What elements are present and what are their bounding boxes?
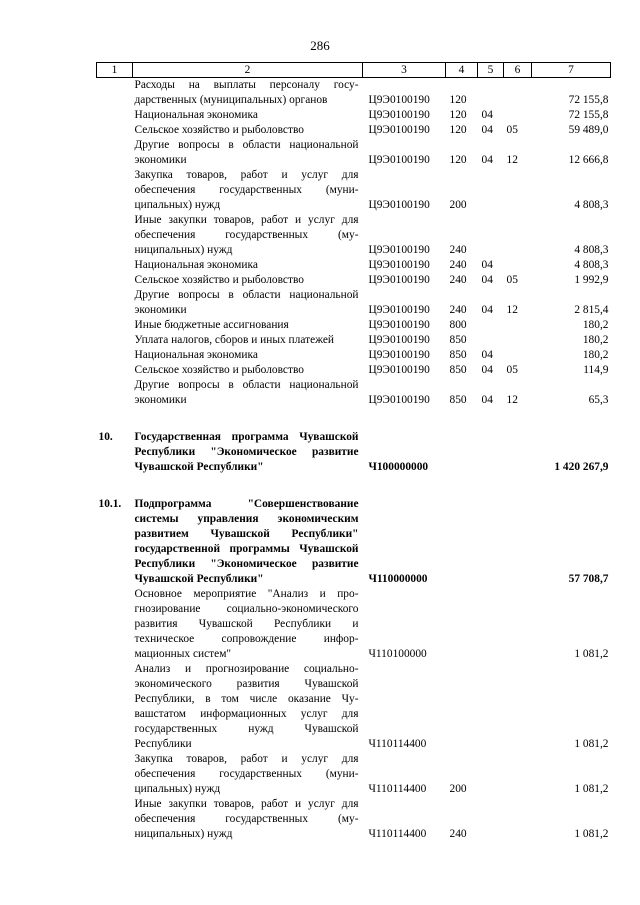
row-number: [97, 378, 133, 408]
target-code: Ц9Э0100190: [368, 274, 430, 286]
target-code: Ц9Э0100190: [368, 394, 430, 406]
section: [478, 587, 504, 662]
row-name: Национальная экономика: [134, 349, 258, 361]
row-name: Закупка товаров, работ и услуг для обеспечения государственных (муниципальных) нужд: [134, 753, 359, 795]
target-code: Ц9Э0100190: [368, 154, 430, 166]
row-number: [97, 78, 133, 109]
target-code: Ч110000000: [368, 573, 428, 585]
row-name: Анализ и прогнозирование социально-экономического развития Чувашской Республики, в том числе оказание Чувашстатом информационных услуг для государственных нужд Чувашской Республики: [134, 663, 359, 750]
row-number: [97, 318, 133, 333]
amount: 180,2: [582, 334, 609, 346]
amount: 72 155,8: [568, 94, 609, 106]
amount: 1 992,9: [574, 274, 609, 286]
subsection: [504, 752, 532, 797]
expense-type: [446, 497, 478, 587]
table-row: [97, 318, 611, 333]
row-number: [97, 168, 133, 213]
table-row: [97, 78, 611, 109]
section: 04: [481, 364, 493, 376]
subsection: 05: [506, 274, 518, 286]
row-name: Иные закупки товаров, работ и услуг для обеспечения государственных (муниципальных) нужд: [134, 214, 359, 256]
column-header: 2: [133, 63, 363, 78]
row-number: [97, 363, 133, 378]
subsection: 12: [506, 154, 518, 166]
row-name: Сельское хозяйство и рыболовство: [134, 364, 304, 376]
table-row: [97, 363, 611, 378]
row-name: Сельское хозяйство и рыболовство: [134, 274, 304, 286]
table-row: [97, 273, 611, 288]
subsection: [504, 662, 532, 752]
expense-type: 850: [449, 349, 467, 361]
expense-type: [446, 662, 478, 752]
subsection: [504, 78, 532, 109]
row-number: 10.1.: [98, 498, 122, 510]
target-code: Ч110114400: [368, 828, 427, 840]
column-header: 3: [363, 63, 446, 78]
table-row: [97, 138, 611, 168]
amount: 4 808,3: [574, 199, 609, 211]
column-header: 6: [504, 63, 532, 78]
expense-type: [446, 587, 478, 662]
section: 04: [481, 304, 493, 316]
table-row: [97, 333, 611, 348]
row-number: 10.: [98, 431, 113, 443]
row-number: [97, 258, 133, 273]
subsection: [504, 430, 532, 475]
table-row: [97, 108, 611, 123]
table-row: [97, 378, 611, 408]
amount: 2 815,4: [574, 304, 609, 316]
budget-table: [96, 62, 611, 842]
expense-type: 240: [449, 244, 467, 256]
spacer-row: [97, 475, 611, 497]
subsection: 12: [506, 394, 518, 406]
amount: 12 666,8: [568, 154, 609, 166]
column-header: 1: [97, 63, 133, 78]
expense-type: 850: [449, 334, 467, 346]
row-number: [97, 333, 133, 348]
amount: 72 155,8: [568, 109, 609, 121]
amount: 180,2: [582, 349, 609, 361]
amount: 180,2: [582, 319, 609, 331]
target-code: Ч110100000: [368, 648, 427, 660]
subsection: [504, 797, 532, 842]
table-row: [97, 430, 611, 475]
table-row: [97, 258, 611, 273]
amount: 65,3: [588, 394, 609, 406]
amount: 4 808,3: [574, 259, 609, 271]
subsection: [504, 318, 532, 333]
expense-type: 120: [449, 109, 467, 121]
target-code: Ч100000000: [368, 461, 429, 473]
row-name: Закупка товаров, работ и услуг для обеспечения государственных (муниципальных) нужд: [134, 169, 359, 211]
expense-type: 120: [449, 154, 467, 166]
row-number: [97, 348, 133, 363]
subsection: [504, 333, 532, 348]
row-name: Иные закупки товаров, работ и услуг для обеспечения государственных (муниципальных) нужд: [134, 798, 359, 840]
section: [478, 497, 504, 587]
row-number: [97, 108, 133, 123]
subsection: 12: [506, 304, 518, 316]
amount: 1 081,2: [574, 738, 609, 750]
subsection: [504, 258, 532, 273]
target-code: Ц9Э0100190: [368, 304, 430, 316]
table-row: [97, 662, 611, 752]
section: 04: [481, 259, 493, 271]
section: 04: [481, 109, 493, 121]
row-name: Подпрограмма "Совершенствование системы управления экономическим развитием Чувашской Республики" государственной программы Чувашской Республики "Экономическое развитие Чувашской Республики": [134, 498, 359, 585]
row-name: Расходы на выплаты персоналу государственных (муниципальных) органов: [134, 79, 359, 106]
expense-type: 240: [449, 259, 467, 271]
row-name: Другие вопросы в области национальной экономики: [134, 289, 359, 316]
target-code: Ц9Э0100190: [368, 109, 430, 121]
row-name: Основное мероприятие "Анализ и прогнозирование социально-экономического развития Чувашской Республики и техническое сопровождение информационных систем": [134, 588, 359, 660]
section: 04: [481, 154, 493, 166]
amount: 114,9: [583, 364, 609, 376]
section: [478, 333, 504, 348]
row-name: Уплата налогов, сборов и иных платежей: [134, 334, 334, 346]
amount: 1 420 267,9: [554, 461, 609, 473]
section: 04: [481, 124, 493, 136]
section: [478, 797, 504, 842]
target-code: Ц9Э0100190: [368, 259, 430, 271]
column-header: 4: [446, 63, 478, 78]
section: [478, 752, 504, 797]
row-name: Другие вопросы в области национальной экономики: [134, 139, 359, 166]
expense-type: 120: [449, 94, 467, 106]
target-code: Ц9Э0100190: [368, 124, 430, 136]
row-number: [97, 662, 133, 752]
amount: 4 808,3: [574, 244, 609, 256]
expense-type: [446, 430, 478, 475]
table-row: [97, 168, 611, 213]
amount: 59 489,0: [568, 124, 609, 136]
table-row: [97, 587, 611, 662]
table-row: [97, 288, 611, 318]
target-code: Ц9Э0100190: [368, 334, 430, 346]
section: 04: [481, 394, 493, 406]
row-number: [97, 587, 133, 662]
row-name: Национальная экономика: [134, 259, 258, 271]
expense-type: 800: [449, 319, 467, 331]
expense-type: 200: [449, 199, 467, 211]
table-row: [97, 213, 611, 258]
column-header: 5: [478, 63, 504, 78]
section: 04: [481, 274, 493, 286]
section: [478, 662, 504, 752]
amount: 1 081,2: [574, 783, 609, 795]
expense-type: 240: [449, 828, 467, 840]
section: [478, 213, 504, 258]
expense-type: 850: [449, 394, 467, 406]
amount: 1 081,2: [574, 828, 609, 840]
table-row: [97, 752, 611, 797]
amount: 57 708,7: [568, 573, 609, 585]
table-row: [97, 348, 611, 363]
row-number: [97, 288, 133, 318]
target-code: Ц9Э0100190: [368, 199, 430, 211]
subsection: [504, 213, 532, 258]
target-code: Ц9Э0100190: [368, 244, 430, 256]
subsection: 05: [506, 364, 518, 376]
section: [478, 430, 504, 475]
row-name: Иные бюджетные ассигнования: [134, 319, 289, 331]
section: [478, 318, 504, 333]
row-name: Государственная программа Чувашской Республики "Экономическое развитие Чувашской Республики": [134, 431, 359, 473]
target-code: Ц9Э0100190: [368, 349, 430, 361]
row-number: [97, 752, 133, 797]
section: [478, 78, 504, 109]
section: 04: [481, 349, 493, 361]
amount: 1 081,2: [574, 648, 609, 660]
page-number: 286: [310, 38, 330, 53]
row-name: Другие вопросы в области национальной экономики: [134, 379, 359, 406]
row-name: Национальная экономика: [134, 109, 258, 121]
subsection: [504, 587, 532, 662]
table-row: [97, 123, 611, 138]
row-number: [97, 138, 133, 168]
spacer-row: [97, 408, 611, 430]
row-number: [97, 123, 133, 138]
table-header: [97, 63, 611, 78]
expense-type: 240: [449, 274, 467, 286]
spacer-cell: [97, 475, 611, 497]
target-code: Ц9Э0100190: [368, 364, 430, 376]
row-name: Сельское хозяйство и рыболовство: [134, 124, 304, 136]
target-code: Ц9Э0100190: [368, 94, 430, 106]
subsection: [504, 108, 532, 123]
subsection: [504, 497, 532, 587]
expense-type: 850: [449, 364, 467, 376]
subsection: [504, 348, 532, 363]
target-code: Ц9Э0100190: [368, 319, 430, 331]
expense-type: 200: [449, 783, 467, 795]
subsection: 05: [506, 124, 518, 136]
expense-type: 240: [449, 304, 467, 316]
table-body: [97, 78, 611, 843]
row-number: [97, 797, 133, 842]
table-row: [97, 497, 611, 587]
subsection: [504, 168, 532, 213]
row-number: [97, 213, 133, 258]
target-code: Ч110114400: [368, 738, 427, 750]
expense-type: 120: [449, 124, 467, 136]
section: [478, 168, 504, 213]
target-code: Ч110114400: [368, 783, 427, 795]
spacer-cell: [97, 408, 611, 430]
column-header: 7: [532, 63, 611, 78]
row-number: [97, 273, 133, 288]
table-row: [97, 797, 611, 842]
